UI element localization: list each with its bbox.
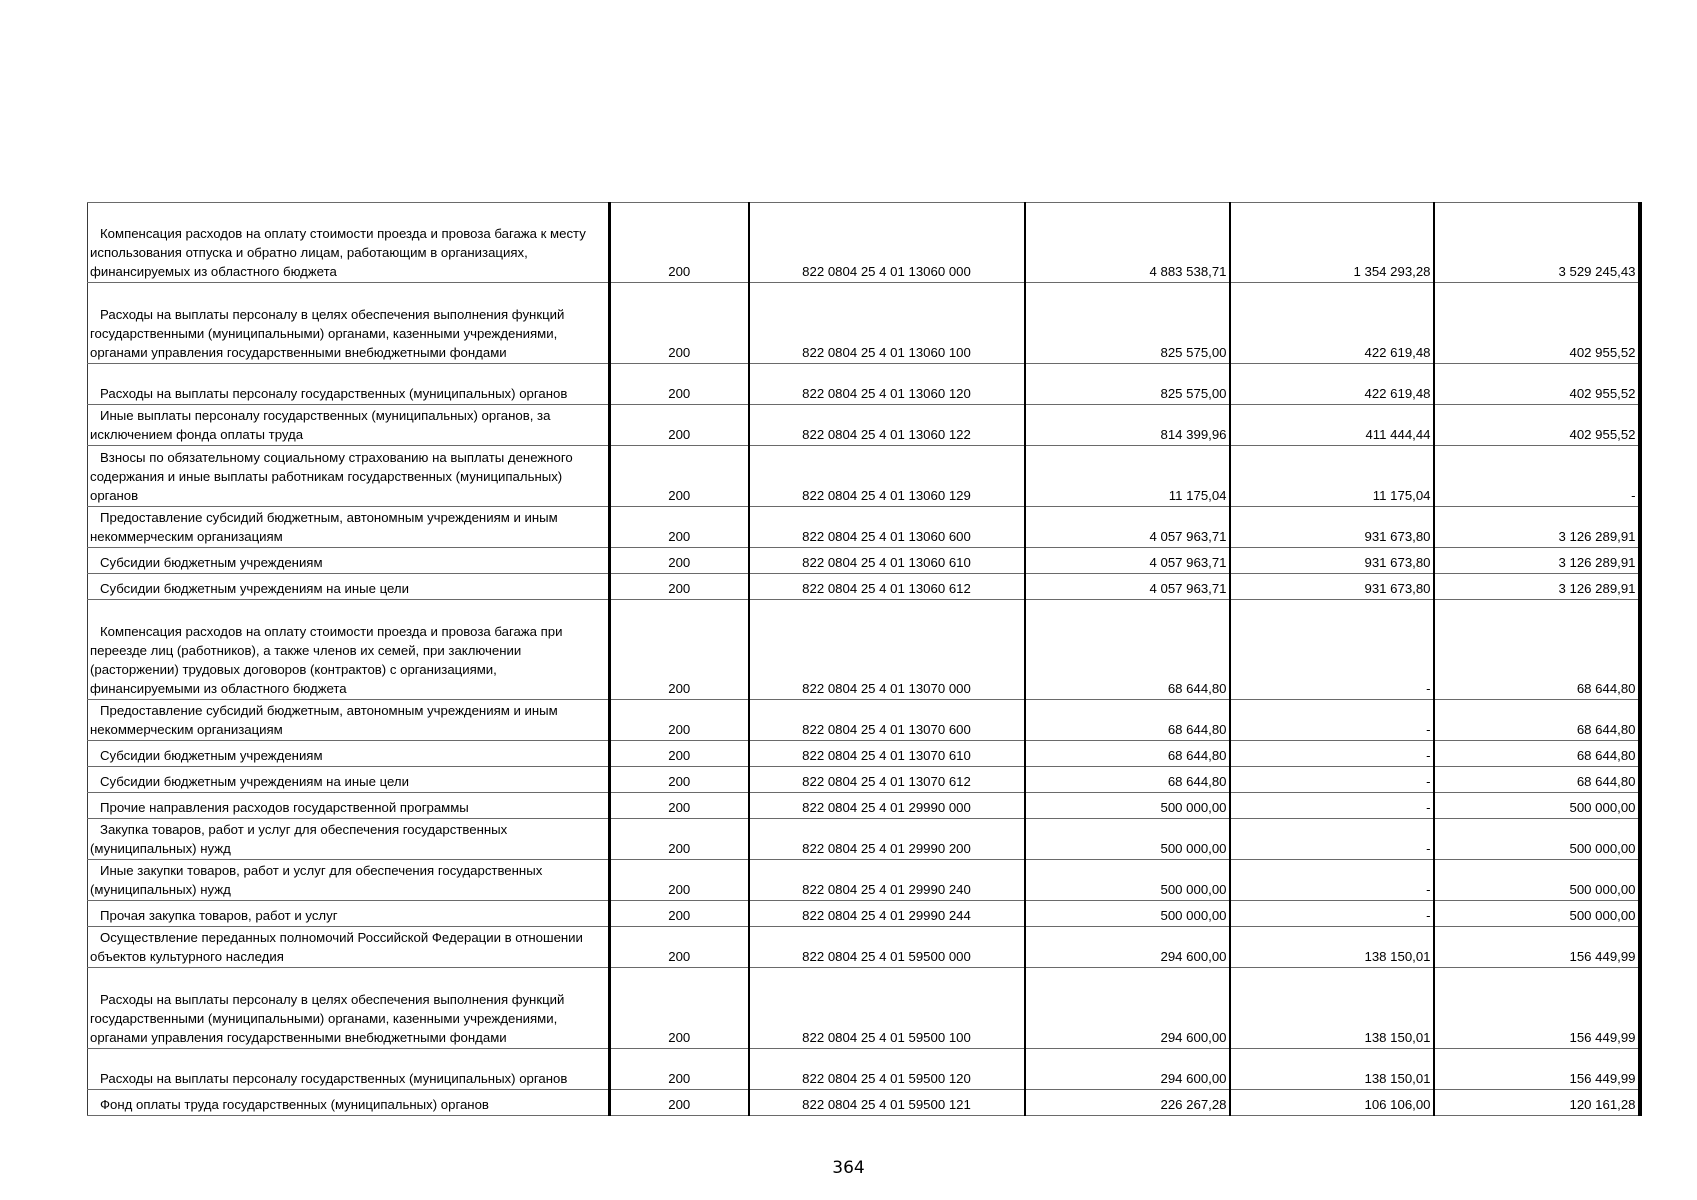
budget-classification-code: 822 0804 25 4 01 13070 600: [749, 700, 1025, 741]
table-row: [88, 548, 1640, 574]
table-row: [88, 767, 1640, 793]
budget-classification-code: 822 0804 25 4 01 13060 100: [749, 283, 1025, 364]
line-code: 200: [610, 767, 749, 793]
table-row: [88, 1049, 1640, 1090]
executed-amount: 422 619,48: [1230, 283, 1434, 364]
table-row: [88, 819, 1640, 860]
line-code: 200: [610, 1090, 749, 1116]
approved-amount: 500 000,00: [1025, 819, 1230, 860]
table-row: [88, 283, 1640, 364]
expense-name: Компенсация расходов на оплату стоимости проезда и провоза багажа к месту использования отпуска и обратно лицам, работающим в организациях, финансируемых из областного бюджета: [88, 203, 610, 283]
budget-classification-code: 822 0804 25 4 01 29990 240: [749, 860, 1025, 901]
budget-classification-code: 822 0804 25 4 01 13060 610: [749, 548, 1025, 574]
unexecuted-amount: 156 449,99: [1434, 927, 1640, 968]
table-row: [88, 574, 1640, 600]
line-code: 200: [610, 548, 749, 574]
approved-amount: 294 600,00: [1025, 968, 1230, 1049]
expense-name: Расходы на выплаты персоналу государственных (муниципальных) органов: [88, 364, 610, 405]
line-code: 200: [610, 446, 749, 507]
budget-classification-code: 822 0804 25 4 01 59500 120: [749, 1049, 1025, 1090]
unexecuted-amount: 68 644,80: [1434, 600, 1640, 700]
line-code: 200: [610, 741, 749, 767]
unexecuted-amount: 402 955,52: [1434, 364, 1640, 405]
budget-classification-code: 822 0804 25 4 01 13070 610: [749, 741, 1025, 767]
executed-amount: 931 673,80: [1230, 574, 1434, 600]
approved-amount: 294 600,00: [1025, 927, 1230, 968]
executed-amount: 422 619,48: [1230, 364, 1434, 405]
line-code: 200: [610, 1049, 749, 1090]
line-code: 200: [610, 203, 749, 283]
approved-amount: 226 267,28: [1025, 1090, 1230, 1116]
approved-amount: 825 575,00: [1025, 283, 1230, 364]
approved-amount: 500 000,00: [1025, 793, 1230, 819]
line-code: 200: [610, 819, 749, 860]
expense-name: Фонд оплаты труда государственных (муниципальных) органов: [88, 1090, 610, 1116]
expense-name: Расходы на выплаты персоналу государственных (муниципальных) органов: [88, 1049, 610, 1090]
approved-amount: 4 883 538,71: [1025, 203, 1230, 283]
expense-name: Субсидии бюджетным учреждениям: [88, 548, 610, 574]
line-code: 200: [610, 860, 749, 901]
executed-amount: 1 354 293,28: [1230, 203, 1434, 283]
unexecuted-amount: 3 529 245,43: [1434, 203, 1640, 283]
expense-name: Расходы на выплаты персоналу в целях обеспечения выполнения функций государственными (муниципальными) органами, казенными учреждениями, органами управления государственными внебюджетными фондами: [88, 968, 610, 1049]
unexecuted-amount: -: [1434, 446, 1640, 507]
approved-amount: 11 175,04: [1025, 446, 1230, 507]
unexecuted-amount: 68 644,80: [1434, 700, 1640, 741]
expense-name: Субсидии бюджетным учреждениям на иные цели: [88, 767, 610, 793]
executed-amount: 411 444,44: [1230, 405, 1434, 446]
expense-name: Закупка товаров, работ и услуг для обеспечения государственных (муниципальных) нужд: [88, 819, 610, 860]
expense-name: Предоставление субсидий бюджетным, автономным учреждениям и иным некоммерческим организациям: [88, 700, 610, 741]
approved-amount: 68 644,80: [1025, 600, 1230, 700]
table-row: [88, 741, 1640, 767]
executed-amount: 138 150,01: [1230, 968, 1434, 1049]
line-code: 200: [610, 574, 749, 600]
approved-amount: 500 000,00: [1025, 860, 1230, 901]
unexecuted-amount: 3 126 289,91: [1434, 507, 1640, 548]
budget-classification-code: 822 0804 25 4 01 13060 600: [749, 507, 1025, 548]
unexecuted-amount: 500 000,00: [1434, 819, 1640, 860]
table-row: [88, 507, 1640, 548]
line-code: 200: [610, 968, 749, 1049]
executed-amount: -: [1230, 901, 1434, 927]
budget-classification-code: 822 0804 25 4 01 29990 244: [749, 901, 1025, 927]
line-code: 200: [610, 283, 749, 364]
executed-amount: 106 106,00: [1230, 1090, 1434, 1116]
table-row: [88, 860, 1640, 901]
approved-amount: 4 057 963,71: [1025, 548, 1230, 574]
budget-classification-code: 822 0804 25 4 01 29990 200: [749, 819, 1025, 860]
table-row: [88, 446, 1640, 507]
approved-amount: 68 644,80: [1025, 741, 1230, 767]
unexecuted-amount: 120 161,28: [1434, 1090, 1640, 1116]
expense-name: Расходы на выплаты персоналу в целях обеспечения выполнения функций государственными (муниципальными) органами, казенными учреждениями, органами управления государственными внебюджетными фондами: [88, 283, 610, 364]
expense-name: Взносы по обязательному социальному страхованию на выплаты денежного содержания и иные выплаты работникам государственных (муниципальных) органов: [88, 446, 610, 507]
budget-execution-table: [87, 202, 1642, 1116]
table-row: [88, 203, 1640, 283]
unexecuted-amount: 156 449,99: [1434, 1049, 1640, 1090]
line-code: 200: [610, 405, 749, 446]
executed-amount: -: [1230, 767, 1434, 793]
line-code: 200: [610, 600, 749, 700]
approved-amount: 294 600,00: [1025, 1049, 1230, 1090]
approved-amount: 68 644,80: [1025, 700, 1230, 741]
budget-classification-code: 822 0804 25 4 01 59500 100: [749, 968, 1025, 1049]
unexecuted-amount: 500 000,00: [1434, 793, 1640, 819]
budget-classification-code: 822 0804 25 4 01 59500 000: [749, 927, 1025, 968]
table-row: [88, 1090, 1640, 1116]
line-code: 200: [610, 793, 749, 819]
unexecuted-amount: 500 000,00: [1434, 860, 1640, 901]
unexecuted-amount: 3 126 289,91: [1434, 574, 1640, 600]
expense-name: Предоставление субсидий бюджетным, автономным учреждениям и иным некоммерческим организациям: [88, 507, 610, 548]
executed-amount: -: [1230, 741, 1434, 767]
line-code: 200: [610, 927, 749, 968]
budget-classification-code: 822 0804 25 4 01 13060 120: [749, 364, 1025, 405]
expense-name: Субсидии бюджетным учреждениям: [88, 741, 610, 767]
executed-amount: 931 673,80: [1230, 548, 1434, 574]
budget-classification-code: 822 0804 25 4 01 13070 612: [749, 767, 1025, 793]
unexecuted-amount: 156 449,99: [1434, 968, 1640, 1049]
budget-classification-code: 822 0804 25 4 01 13060 129: [749, 446, 1025, 507]
unexecuted-amount: 500 000,00: [1434, 901, 1640, 927]
expense-name: Компенсация расходов на оплату стоимости проезда и провоза багажа при переезде лиц (работников), а также членов их семей, при заключении (расторжении) трудовых договоров (контрактов) с организациями, финансируемыми из областного бюджета: [88, 600, 610, 700]
budget-classification-code: 822 0804 25 4 01 13060 122: [749, 405, 1025, 446]
table-row: [88, 405, 1640, 446]
unexecuted-amount: 68 644,80: [1434, 767, 1640, 793]
executed-amount: -: [1230, 860, 1434, 901]
unexecuted-amount: 402 955,52: [1434, 283, 1640, 364]
table-row: [88, 793, 1640, 819]
table-row: [88, 901, 1640, 927]
budget-classification-code: 822 0804 25 4 01 29990 000: [749, 793, 1025, 819]
table-row: [88, 927, 1640, 968]
line-code: 200: [610, 901, 749, 927]
unexecuted-amount: 68 644,80: [1434, 741, 1640, 767]
budget-classification-code: 822 0804 25 4 01 13060 612: [749, 574, 1025, 600]
budget-classification-code: 822 0804 25 4 01 13060 000: [749, 203, 1025, 283]
table-row: [88, 968, 1640, 1049]
unexecuted-amount: 402 955,52: [1434, 405, 1640, 446]
approved-amount: 814 399,96: [1025, 405, 1230, 446]
approved-amount: 825 575,00: [1025, 364, 1230, 405]
approved-amount: 4 057 963,71: [1025, 574, 1230, 600]
expense-name: Иные выплаты персоналу государственных (муниципальных) органов, за исключением фонда оплаты труда: [88, 405, 610, 446]
table-row: [88, 364, 1640, 405]
expense-name: Субсидии бюджетным учреждениям на иные цели: [88, 574, 610, 600]
executed-amount: 138 150,01: [1230, 927, 1434, 968]
expense-name: Прочая закупка товаров, работ и услуг: [88, 901, 610, 927]
executed-amount: 11 175,04: [1230, 446, 1434, 507]
unexecuted-amount: 3 126 289,91: [1434, 548, 1640, 574]
line-code: 200: [610, 364, 749, 405]
line-code: 200: [610, 507, 749, 548]
budget-classification-code: 822 0804 25 4 01 13070 000: [749, 600, 1025, 700]
approved-amount: 500 000,00: [1025, 901, 1230, 927]
executed-amount: -: [1230, 819, 1434, 860]
line-code: 200: [610, 700, 749, 741]
approved-amount: 68 644,80: [1025, 767, 1230, 793]
expense-name: Осуществление переданных полномочий Российской Федерации в отношении объектов культурного наследия: [88, 927, 610, 968]
executed-amount: -: [1230, 700, 1434, 741]
approved-amount: 4 057 963,71: [1025, 507, 1230, 548]
executed-amount: 931 673,80: [1230, 507, 1434, 548]
executed-amount: -: [1230, 600, 1434, 700]
expense-name: Иные закупки товаров, работ и услуг для обеспечения государственных (муниципальных) нужд: [88, 860, 610, 901]
table-row: [88, 700, 1640, 741]
budget-classification-code: 822 0804 25 4 01 59500 121: [749, 1090, 1025, 1116]
page-number: 364: [832, 1158, 865, 1178]
executed-amount: -: [1230, 793, 1434, 819]
executed-amount: 138 150,01: [1230, 1049, 1434, 1090]
expense-name: Прочие направления расходов государственной программы: [88, 793, 610, 819]
table-row: [88, 600, 1640, 700]
